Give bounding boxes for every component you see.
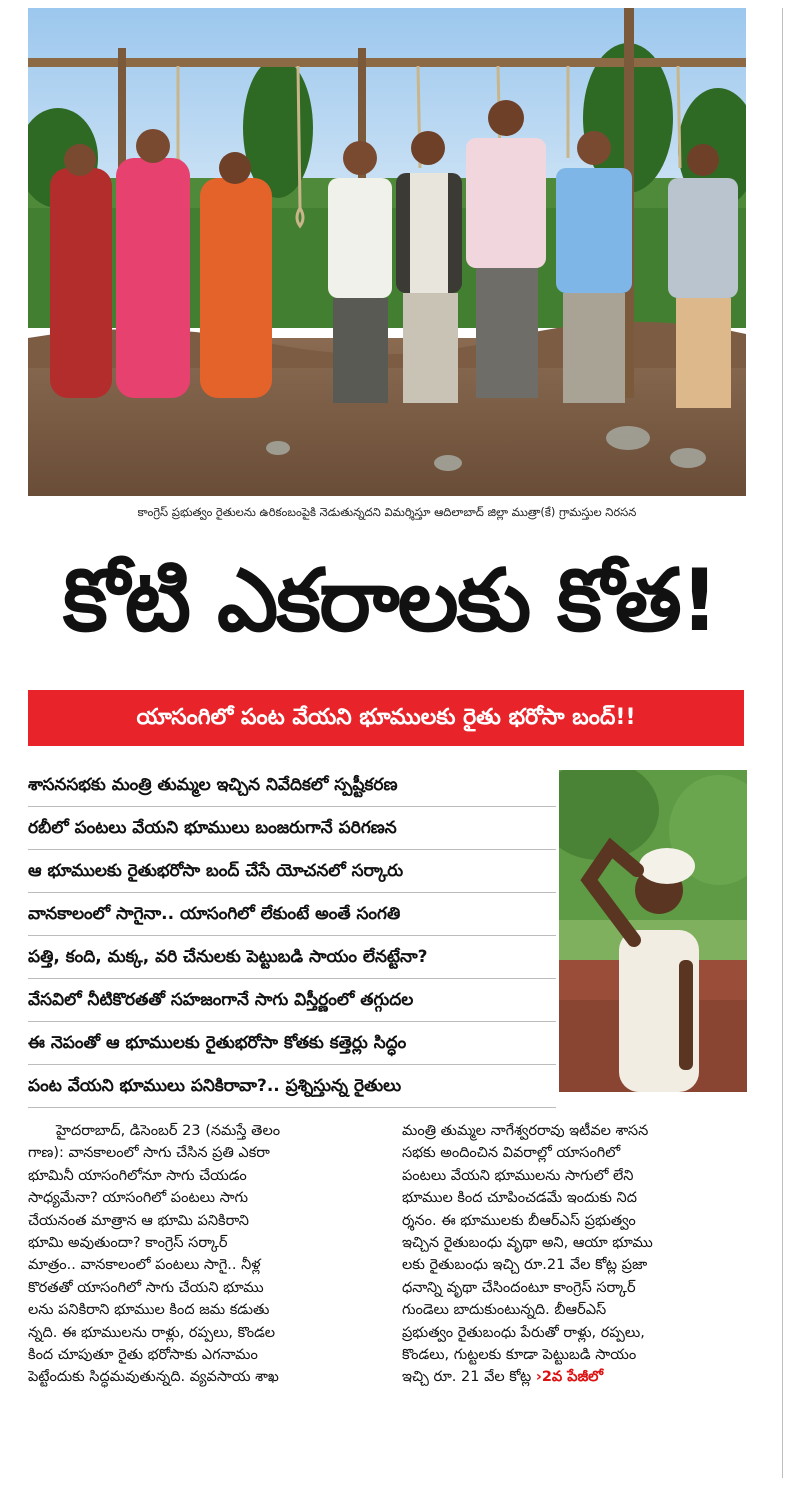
body-line-last (402, 1366, 747, 1388)
body-line: ఇచ్చిన రైతుబంధు వృథా అని, ఆయా భూము (402, 1234, 653, 1251)
body-line: హైదరాబాద్, డిసెంబర్ 23 (నమస్తే తెలం (56, 1123, 281, 1139)
body-line: కింద చూపుతూ రైతు భరోసాకు ఎగనామం (28, 1346, 258, 1363)
highlight-item: వానకాలంలో సాగైనా.. యాసంగిలో లేకుంటే అంతే సంగతి (28, 893, 556, 936)
body-line: భూమినీ యాసంగిలోనూ సాగు చేయడం (28, 1167, 247, 1184)
body-line: ర్శనం. ఈ భూములకు బీఆర్‌ఎస్ ప్రభుత్వం (402, 1212, 636, 1229)
highlight-item: పంట వేయని భూములు పనికిరావా?.. ప్రశ్నిస్తున్న రైతులు (28, 1065, 556, 1108)
highlight-item: రబీలో పంటలు వేయని భూములు బంజరుగానే పరిగణన (28, 807, 556, 850)
body-column-left (28, 1120, 388, 1389)
body-line: పెట్టేందుకు సిద్ధమవుతున్నది. వ్యవసాయ శాఖ (28, 1369, 279, 1386)
body-line: పంటలు వేయని భూములను సాగులో లేని (402, 1167, 634, 1184)
body-line: కొరతతో యాసంగిలో సాగు చేయని భూము (28, 1279, 264, 1296)
protest-photo (28, 8, 746, 496)
highlight-item: శాసనసభకు మంత్రి తుమ్మల ఇచ్చిన నివేదికలో స్పష్టీకరణ (28, 764, 556, 807)
protest-photo-illustration (28, 8, 746, 496)
subheadline: యాసంగిలో పంట వేయని భూములకు రైతు భరోసా బంద్!! (136, 705, 636, 730)
body-line: కొండలు, గుట్టలకు కూడా పెట్టుబడి సాయం (402, 1346, 637, 1363)
body-line: సాధ్యమేనా? యాసంగిలో పంటలు సాగు (28, 1190, 248, 1207)
body-line: సభకు అందించిన వివరాల్లో యాసంగిలో (402, 1145, 621, 1162)
body-column-right (402, 1120, 747, 1389)
highlight-item: వేసవిలో నీటికొరతతో సహజంగానే సాగు విస్తీర్ణంలో తగ్గుదల (28, 979, 556, 1022)
body-line: న్నది. ఈ భూములను రాళ్లు, రప్పలు, కొండల (28, 1324, 276, 1341)
highlight-item: ఈ నెపంతో ఆ భూములకు రైతుభరోసా కోతకు కత్తెర్లు సిద్ధం (28, 1022, 556, 1065)
highlights-list (28, 764, 556, 1108)
body-line: భూముల కింద చూపించడమే ఇందుకు నిద (402, 1190, 637, 1207)
body-line: మాత్రం.. వానకాలంలో పంటలు సాగై.. నీళ్ల (28, 1257, 261, 1274)
body-line-text: ఇచ్చి రూ. 21 వేల కోట్ల (402, 1369, 532, 1386)
headline: కోటి ఎకరాలకు కోత! (62, 551, 718, 651)
body-line: ప్రభుత్వం రైతుబంధు పేరుతో రాళ్లు, రప్పలు, (402, 1324, 645, 1341)
continued-on-page-2[interactable]: ›2వ పేజీలో (535, 1369, 604, 1386)
body-line: గుండెలు బాదుకుంటున్నది. బీఆర్‌ఎస్ (402, 1302, 607, 1319)
highlight-item: పత్తి, కంది, మక్క, వరి చేనులకు పెట్టుబడి సాయం లేనట్టేనా? (28, 936, 556, 979)
subheadline-banner (28, 690, 744, 746)
body-line: లను పనికిరాని భూముల కింద జమ కడుతు (28, 1302, 270, 1319)
body-line: గాణ): వానకాలంలో సాగు చేసిన ప్రతి ఎకరా (28, 1145, 270, 1162)
photo-caption: కాంగ్రెస్ ప్రభుత్వం రైతులను ఉరికంబంపైకి నెడుతున్నదని విమర్శిస్తూ ఆదిలాబాద్ జిల్లా ముత్రా(కే) గ్రామస్తుల నిరసన (137, 505, 637, 519)
body-line: లకు రైతుబంధు ఇచ్చి రూ.21 వేల కోట్ల ప్రజా (402, 1257, 648, 1274)
column-divider (782, 8, 783, 1478)
body-line: భూమి అవుతుందా? కాంగ్రెస్ సర్కార్ (28, 1234, 228, 1251)
highlight-item: ఆ భూములకు రైతుభరోసా బంద్ చేసే యోచనలో సర్కారు (28, 850, 556, 893)
body-line: చేయనంత మాత్రాన ఆ భూమి పనికిరాని (28, 1212, 249, 1229)
body-line: ధనాన్ని వృథా చేసిందంటూ కాంగ్రెస్ సర్కార్ (402, 1279, 636, 1296)
body-line: మంత్రి తుమ్మల నాగేశ్వరరావు ఇటీవల శాసన (402, 1123, 649, 1139)
farmer-photo (559, 770, 747, 1092)
farmer-photo-illustration (559, 770, 747, 1092)
